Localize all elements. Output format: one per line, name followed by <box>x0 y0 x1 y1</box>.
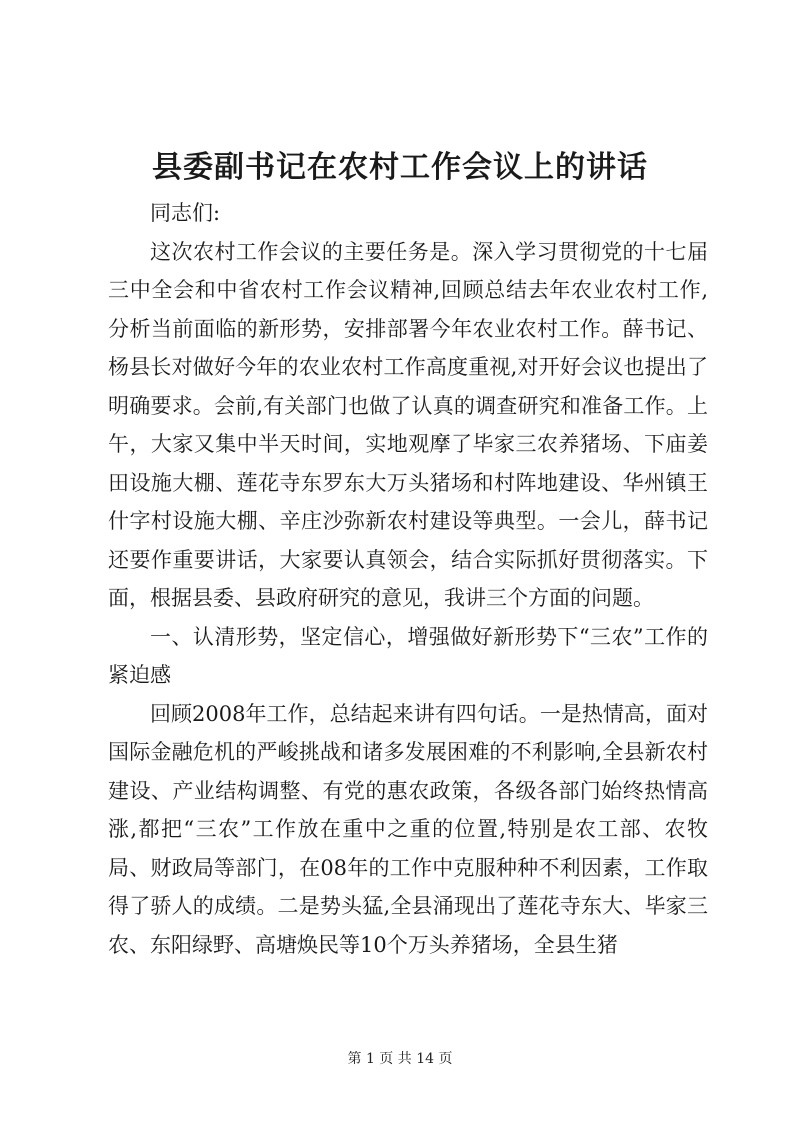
page-title: 县委副书记在农村工作会议上的讲话 <box>152 150 648 185</box>
review-paragraph: 回顾2008年工作，总结起来讲有四句话。一是热情高，面对国际金融危机的严峻挑战和诸多发展困难的不利影响,全县新农村建设、产业结构调整、有党的惠农政策，各级各部门始终热情高涨,都把“三农”工作放在重中之重的位置,特别是农工部、农牧局、财政局等部门，在08年的工作中克服种种不利因素，工作取得了骄人的成绩。二是势头猛,全县涌现出了莲花寺东大、毕家三农、东阳绿野、高塘焕民等10个万头养猪场，全县生猪 <box>108 701 708 957</box>
page-footer: 第 1 页 共 14 页 <box>347 1051 453 1067</box>
salutation-paragraph: 同志们: <box>150 201 221 225</box>
intro-paragraph: 这次农村工作会议的主要任务是。深入学习贯彻党的十七届三中全会和中省农村工作会议精神,回顾总结去年农业农村工作,分析当前面临的新形势，安排部署今年农业农村工作。薛书记、杨县长对做好今年的农业农村工作高度重视,对开好会议也提出了明确要求。会前,有关部门也做了认真的调查研究和准备工作。上午，大家又集中半天时间，实地观摩了毕家三农养猪场、下庙姜田设施大棚、莲花寺东罗东大万头猪场和村阵地建设、华州镇王什字村设施大棚、辛庄沙弥新农村建设等典型。一会儿，薛书记还要作重要讲话，大家要认真领会，结合实际抓好贯彻落实。下面，根据县委、县政府研究的意见，我讲三个方面的问题。 <box>108 239 708 610</box>
document-body <box>108 194 708 964</box>
section-heading: 一、认清形势，坚定信心，增强做好新形势下“三农”工作的紧迫感 <box>108 624 708 687</box>
